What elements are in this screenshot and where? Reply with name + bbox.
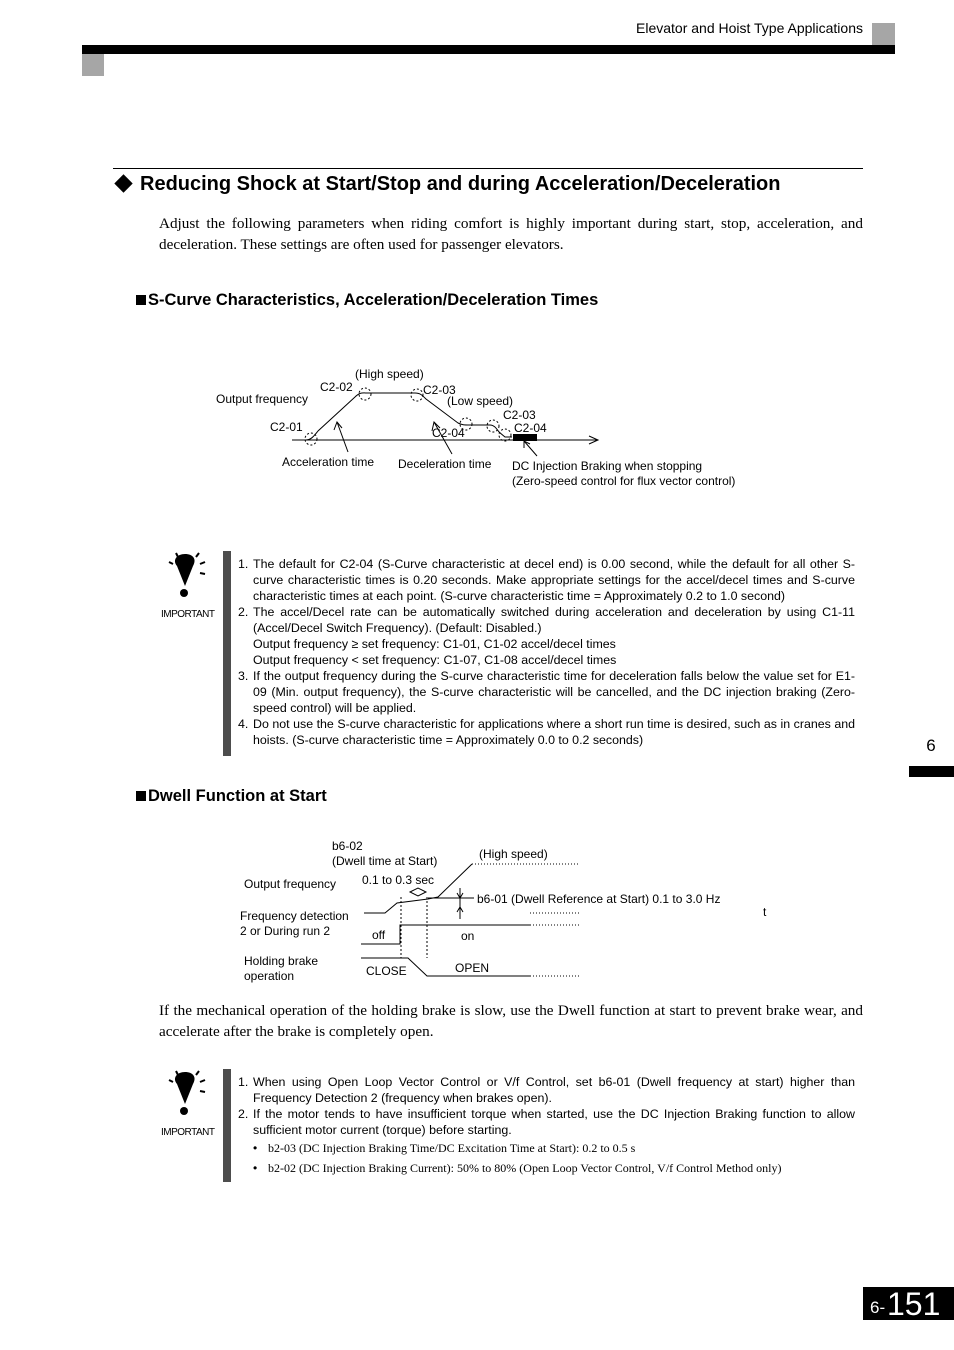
note-text: If the motor tends to have insufficient torque when started, use the DC Injection Braking function to allow sufficient motor current (torque) before starting. [253,1107,855,1137]
scurve-label-c2-01: C2-01 [270,420,303,434]
dwell-label-brake-1: Holding brake [244,954,319,968]
scurve-label-c2-04b: C2-04 [514,421,547,435]
scurve-label-dc-brake-2: (Zero-speed control for flux vector control) [512,474,736,488]
running-header: Elevator and Hoist Type Applications [636,20,863,36]
note-number: 2. [238,605,249,619]
scurve-label-output-frequency: Output frequency [216,392,309,406]
page-number-prefix: 6- [870,1298,886,1317]
page-number-box [863,1287,954,1320]
dwell-label-b6-02: b6-02 [332,839,363,853]
note-number: 1. [238,557,249,571]
dwell-label-b6-01: b6-01 (Dwell Reference at Start) 0.1 to 3.0 Hz [477,892,721,906]
chapter-tab-number: 6 [926,736,936,755]
dwell-note-1 [238,1074,855,1106]
dwell-paragraph: If the mechanical operation of the holding brake is slow, use the Dwell function at start to prevent brake wear, and accelerate after the brake is completely open. [159,1002,863,1040]
dwell-label-time-range: 0.1 to 0.3 sec [362,873,435,887]
note-number: 1. [238,1075,249,1089]
scurve-label-c2-03: C2-03 [423,383,456,397]
run-signal-waveform [361,925,530,944]
dwell-label-dwell-time: (Dwell time at Start) [332,854,438,868]
intro-paragraph: Adjust the following parameters when riding comfort is highly important during start, stop, acceleration, and deceleration. These settings are often used for passenger elevators. [159,215,863,253]
note-number: 3. [238,669,249,683]
dwell-label-output-frequency: Output frequency [244,877,337,891]
note-text: Output frequency ≥ set frequency: C1-01, C1-02 accel/decel times [253,637,616,651]
dwell-notes [238,1074,855,1178]
scurve-label-c2-02: C2-02 [320,380,353,394]
scurve-label-c2-04: C2-04 [432,426,465,440]
dwell-label-brake-2: operation [244,969,295,983]
dwell-label-freq-det-2: 2 or During run 2 [240,924,331,938]
note-text: Do not use the S-curve characteristic for applications where a short run time is desired, such as in cranes and hoists. (S-curve characteristic time = Approximately 0.0 to 0.2 seconds) [253,717,855,747]
dwell-label-t: t [763,905,767,919]
dwell-note-2 [238,1106,855,1138]
note-number: 4. [238,717,249,731]
note-text: The default for C2-04 (S-Curve characteristic at decel end) is 0.00 second, while the default for all other S-curve characteristic times is 0.20 seconds. Make appropriate settings for the accel/decel times and S-curve characteristic times at each point. (S-curve characteristic time = Approximately 0.2 to 1.0 second) [253,557,855,603]
scurve-label-dc-brake-1: DC Injection Braking when stopping [512,459,703,473]
important-icon [161,1068,221,1138]
dwell-heading-text: Dwell Function at Start [148,787,327,805]
dwell-label-open: OPEN [455,961,490,975]
dwell-time-marker [410,888,426,896]
note-text: If the output frequency during the S-curve characteristic time for deceleration falls below the value set for E1-09 (Min. output frequency), the S-curve characteristic will be cancelled, and the DC injection braking (Zero-speed control) will be applied. [253,669,855,715]
page-number: 151 [887,1286,941,1322]
scurve-label-low-speed: (Low speed) [447,394,514,408]
scurve-label-accel-time: Acceleration time [282,455,375,469]
scurve-heading-text: S-Curve Characteristics, Acceleration/Deceleration Times [148,291,599,309]
dwell-label-on: on [461,929,475,943]
dwell-bullet-1: • b2-03 (DC Injection Braking Time/DC Excitation Time at Start): 0.2 to 0.5 s [253,1138,855,1158]
important-label: IMPORTANT [161,609,215,620]
dwell-bullet-2: • b2-02 (DC Injection Braking Current): 50% to 80% (Open Loop Vector Control, V/f Control Method only) [253,1158,855,1178]
important-bar [223,1069,231,1182]
note-text: Output frequency < set frequency: C1-07, C1-08 accel/decel times [253,653,617,667]
dwell-label-off: off [372,928,386,942]
dwell-label-high-speed: (High speed) [479,847,548,861]
note-number: 2. [238,1107,249,1121]
note-text: The accel/Decel rate can be automatically switched during acceleration and deceleration by using C1-11 (Accel/Decel Switch Frequency). (Default: Disabled.) [253,605,855,635]
scurve-label-c2-03b: C2-03 [503,408,536,422]
scurve-label-decel-time: Deceleration time [398,457,492,471]
dwell-label-freq-det-1: Frequency detection [240,909,349,923]
section-title-text: Reducing Shock at Start/Stop and during Acceleration/Deceleration [140,173,781,195]
dwell-bullets [238,1138,855,1178]
important-label: IMPORTANT [161,1127,215,1138]
scurve-label-high-speed: (High speed) [355,367,424,381]
dwell-label-close: CLOSE [366,964,407,978]
note-text: When using Open Loop Vector Control or V/f Control, set b6-01 (Dwell frequency at start) higher than Frequency Detection 2 (frequency when brakes open). [253,1075,855,1105]
